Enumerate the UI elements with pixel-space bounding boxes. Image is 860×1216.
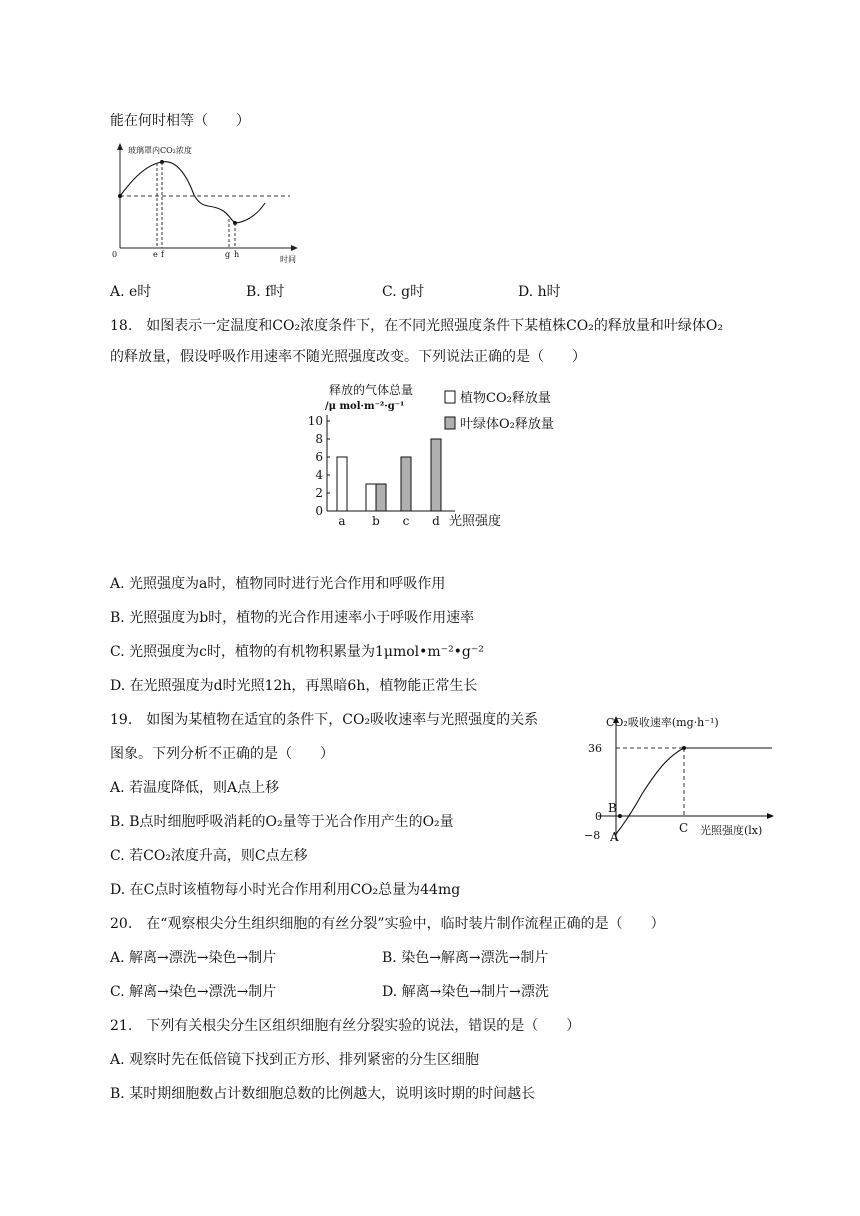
q17-chart bbox=[110, 140, 310, 265]
bar-o2 bbox=[431, 439, 441, 511]
q18-stem-line1: 18. 如图表示一定温度和CO₂浓度条件下，在不同光照强度条件下某植株CO₂的释放量和叶绿体O₂ bbox=[110, 318, 723, 334]
q19-option-a: A. 若温度降低，则A点上移 bbox=[110, 780, 280, 796]
q19-option-b: B. B点时细胞呼吸消耗的O₂量等于光合作用产生的O₂量 bbox=[110, 814, 454, 830]
q17-option-a: A. e时 bbox=[110, 284, 152, 300]
bar-category-label: c bbox=[402, 514, 410, 528]
q17-tick-h: h bbox=[234, 250, 240, 259]
q20-option-c: C. 解离→染色→漂洗→制片 bbox=[110, 984, 277, 1000]
q21-option-a: A. 观察时先在低倍镜下找到正方形、排列紧密的分生区细胞 bbox=[110, 1052, 480, 1068]
bar-ytick-label: 2 bbox=[315, 486, 323, 500]
legend-swatch-o2 bbox=[445, 417, 455, 429]
q17-stem: 能在何时相等（ ） bbox=[110, 113, 250, 129]
q19-label-a: A bbox=[610, 830, 619, 844]
q19-line-chart bbox=[580, 712, 780, 847]
bar-co2 bbox=[366, 484, 376, 511]
q19-x-arrow bbox=[767, 813, 774, 819]
q19-label-c: C bbox=[679, 821, 689, 835]
legend-label-o2: 叶绿体O₂释放量 bbox=[460, 417, 554, 432]
q19-option-c: C. 若CO₂浓度升高，则C点左移 bbox=[110, 848, 308, 864]
legend-swatch-co2 bbox=[445, 391, 455, 403]
bar-ytick-label: 4 bbox=[315, 468, 323, 482]
q21-stem: 21. 下列有关根尖分生区组织细胞有丝分裂实验的说法，错误的是（ ） bbox=[110, 1018, 581, 1034]
bar-ytick-label: 8 bbox=[315, 432, 323, 446]
q19-ytick-neg8: −8 bbox=[584, 829, 601, 842]
q19-dot-c bbox=[682, 746, 686, 750]
q18-bar-chart bbox=[305, 378, 575, 538]
q17-curve bbox=[120, 162, 265, 223]
bar-ylabel-line2: /μ mol·m⁻²·g⁻¹ bbox=[325, 401, 405, 412]
q19-stem-line2: 图象。下列分析不正确的是（ ） bbox=[110, 746, 334, 762]
q17-tick-e: e bbox=[153, 250, 158, 259]
bar-category-label: a bbox=[338, 514, 346, 528]
q17-tick-g: g bbox=[225, 250, 231, 259]
q17-y-arrow bbox=[117, 143, 123, 150]
bar-o2 bbox=[401, 457, 411, 511]
q19-ytick-36: 36 bbox=[588, 742, 602, 755]
legend-label-co2: 植物CO₂释放量 bbox=[460, 391, 551, 406]
bar-category-label: d bbox=[432, 514, 440, 528]
q17-ylabel: 玻璃罩内CO₂浓度 bbox=[128, 146, 192, 155]
bar-category-label: b bbox=[372, 514, 380, 528]
q17-option-d: D. h时 bbox=[518, 284, 561, 300]
bar-ytick-label: 0 bbox=[315, 504, 323, 518]
q19-stem-line1: 19. 如图为某植物在适宜的条件下，CO₂吸收速率与光照强度的关系 bbox=[110, 712, 539, 728]
q17-dot-start bbox=[118, 194, 122, 198]
q17-tick-f: f bbox=[161, 250, 164, 259]
bar-co2 bbox=[337, 457, 347, 511]
q17-option-b: B. f时 bbox=[246, 284, 285, 300]
q19-ylabel: CO₂吸收速率(mg·h⁻¹) bbox=[606, 716, 719, 729]
q19-dot-b bbox=[618, 814, 622, 818]
q17-origin: 0 bbox=[112, 250, 118, 259]
q17-x-arrow bbox=[291, 245, 298, 251]
bar-ylabel-line1: 释放的气体总量 bbox=[329, 383, 414, 397]
bar-ytick-label: 10 bbox=[307, 414, 323, 428]
q17-option-c: C. g时 bbox=[382, 284, 425, 300]
q21-option-b: B. 某时期细胞数占计数细胞总数的比例越大，说明该时期的时间越长 bbox=[110, 1086, 536, 1102]
q19-ytick-0: 0 bbox=[595, 810, 602, 823]
q20-option-a: A. 解离→漂洗→染色→制片 bbox=[110, 950, 277, 966]
bar-ytick-label: 6 bbox=[315, 450, 323, 464]
q17-xlabel: 时间 bbox=[280, 255, 296, 264]
q19-option-d: D. 在C点时该植物每小时光合作用利用CO₂总量为44mg bbox=[110, 882, 461, 898]
q19-curve bbox=[616, 748, 684, 834]
q18-option-d: D. 在光照强度为d时光照12h，再黑暗6h，植物能正常生长 bbox=[110, 678, 478, 694]
q20-option-b: B. 染色→解离→漂洗→制片 bbox=[382, 950, 549, 966]
q19-xlabel: 光照强度(lx) bbox=[700, 824, 763, 837]
bar-o2 bbox=[376, 484, 386, 511]
q19-label-b: B bbox=[608, 801, 617, 815]
q18-option-c: C. 光照强度为c时，植物的有机物积累量为1μmol•m⁻²•g⁻² bbox=[110, 644, 484, 660]
q18-option-a: A. 光照强度为a时，植物同时进行光合作用和呼吸作用 bbox=[110, 576, 446, 592]
q18-stem-line2: 的释放量，假设呼吸作用速率不随光照强度改变。下列说法正确的是（ ） bbox=[110, 349, 586, 365]
q18-option-b: B. 光照强度为b时，植物的光合作用速率小于呼吸作用速率 bbox=[110, 610, 475, 626]
q20-stem: 20. 在“观察根尖分生组织细胞的有丝分裂”实验中，临时装片制作流程正确的是（ ） bbox=[110, 916, 665, 932]
bar-xlabel: 光照强度 bbox=[449, 514, 502, 529]
q20-option-d: D. 解离→染色→制片→漂洗 bbox=[382, 984, 549, 1000]
